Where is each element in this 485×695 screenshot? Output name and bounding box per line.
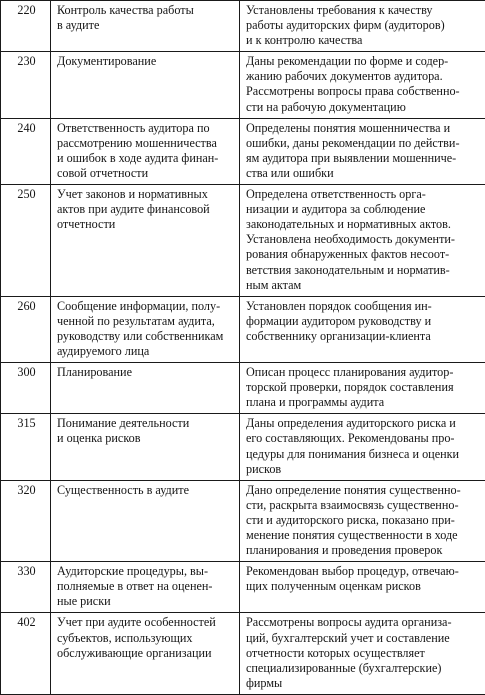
standard-description-line: его составляющих. Рекомендованы про- (246, 431, 481, 446)
standard-title (51, 52, 240, 118)
standard-code: 240 (1, 118, 51, 184)
standard-description-line: щих полученным оценкам рисков (246, 579, 481, 594)
standard-title-line: и оценка рисков (57, 431, 235, 446)
standard-code: 320 (1, 480, 51, 561)
standard-title-line: ные риски (57, 594, 235, 609)
table-row (1, 118, 485, 184)
standard-description-line: Установлена необходимость документи- (246, 232, 481, 247)
standard-description-line: сти, раскрыта взаимосвязь существенно- (246, 498, 481, 513)
standard-description (240, 414, 485, 480)
standard-description-line: отчетности которых осуществляет (246, 646, 481, 661)
table-row (1, 414, 485, 480)
standard-description (240, 52, 485, 118)
standard-description-line: Рассмотрены вопросы права собственно- (246, 84, 481, 99)
standard-description-line: формации аудитором руководству и (246, 314, 481, 329)
standard-description-line: ства или ошибки (246, 166, 481, 181)
standard-description (240, 562, 485, 613)
standard-description-line: сти на рабочую документацию (246, 100, 481, 115)
standard-description-line: ветствия законодательным и норматив- (246, 263, 481, 278)
table-row (1, 185, 485, 297)
table-row (1, 363, 485, 414)
standard-description-line: Определена ответственность орга- (246, 187, 481, 202)
standard-description-line: планирования и проведения проверок (246, 543, 481, 558)
standard-title-line: Ответственность аудитора по (57, 121, 235, 136)
standard-title-line: субъектов, использующих (57, 631, 235, 646)
standard-description-line: фирмы (246, 676, 481, 691)
table-row (1, 480, 485, 561)
standard-description-line: сти и аудиторского риска, показано при- (246, 513, 481, 528)
standard-description-line: Установлен порядок сообщения ин- (246, 299, 481, 314)
standard-description-line: менение понятия существенности в ходе (246, 528, 481, 543)
standard-title-line: полняемые в ответ на оценен- (57, 579, 235, 594)
standard-description-line: Определены понятия мошенничества и (246, 121, 481, 136)
standard-title-line: обслуживающие организации (57, 646, 235, 661)
standard-title-line: Понимание деятельности (57, 416, 235, 431)
standard-code: 315 (1, 414, 51, 480)
standard-description-line: рисков (246, 462, 481, 477)
table-row (1, 296, 485, 362)
standard-title (51, 363, 240, 414)
standard-title (51, 296, 240, 362)
standard-description (240, 185, 485, 297)
standard-description (240, 480, 485, 561)
standard-title-line: ченной по результатам аудита, (57, 314, 235, 329)
standard-description-line: Описан процесс планирования аудитор- (246, 365, 481, 380)
standard-title-line: Учет при аудите особенностей (57, 615, 235, 630)
standard-code: 220 (1, 1, 51, 52)
standard-title-line: актов при аудите финансовой (57, 202, 235, 217)
standard-code: 330 (1, 562, 51, 613)
standard-code: 402 (1, 613, 51, 694)
standard-description-line: Рекомендован выбор процедур, отвечаю- (246, 564, 481, 579)
standard-title-line: Учет законов и нормативных (57, 187, 235, 202)
standard-description-line: Даны рекомендации по форме и содер- (246, 54, 481, 69)
table-row (1, 613, 485, 694)
standard-title-line: Существенность в аудите (57, 483, 235, 498)
standard-title-line: Сообщение информации, полу- (57, 299, 235, 314)
standard-description-line: ям аудитора при выявлении мошенниче- (246, 151, 481, 166)
standard-title-line: руководству или собственникам (57, 329, 235, 344)
standard-description-line: жанию рабочих документов аудитора. (246, 69, 481, 84)
standard-title (51, 1, 240, 52)
standard-title (51, 562, 240, 613)
standard-title-line: отчетности (57, 217, 235, 232)
standard-title (51, 185, 240, 297)
standard-title (51, 414, 240, 480)
standard-description-line: ным актам (246, 278, 481, 293)
table-row (1, 562, 485, 613)
table-row (1, 52, 485, 118)
standard-title-line: в аудите (57, 18, 235, 33)
standard-title (51, 118, 240, 184)
standard-title-line: Контроль качества работы (57, 3, 235, 18)
standard-description-line: рования обнаруженных фактов несоот- (246, 247, 481, 262)
standard-description-line: плана и программы аудита (246, 395, 481, 410)
standard-title-line: Аудиторские процедуры, вы- (57, 564, 235, 579)
standard-description (240, 363, 485, 414)
standards-table-body (1, 1, 485, 695)
standard-description-line: работы аудиторских фирм (аудиторов) (246, 18, 481, 33)
standard-description-line: законодательных и нормативных актов. (246, 217, 481, 232)
standard-description-line: собственнику организации-клиента (246, 329, 481, 344)
standard-title-line: рассмотрению мошенничества (57, 136, 235, 151)
standard-code: 250 (1, 185, 51, 297)
standard-description-line: торской проверки, порядок составления (246, 380, 481, 395)
standard-code: 230 (1, 52, 51, 118)
standard-title-line: совой отчетности (57, 166, 235, 181)
standard-description-line: Установлены требования к качеству (246, 3, 481, 18)
standard-description-line: специализированные (бухгалтерские) (246, 661, 481, 676)
standard-description (240, 613, 485, 694)
standard-description-line: Дано определение понятия существенно- (246, 483, 481, 498)
standard-description (240, 296, 485, 362)
standard-title-line: и ошибок в ходе аудита финан- (57, 151, 235, 166)
standard-code: 260 (1, 296, 51, 362)
standard-code: 300 (1, 363, 51, 414)
standard-description (240, 118, 485, 184)
standard-description (240, 1, 485, 52)
standard-title-line: Планирование (57, 365, 235, 380)
table-row (1, 1, 485, 52)
standard-description-line: цедуры для понимания бизнеса и оценки (246, 447, 481, 462)
standard-description-line: ошибки, даны рекомендации по действи- (246, 136, 481, 151)
standard-description-line: Даны определения аудиторского риска и (246, 416, 481, 431)
standard-description-line: ций, бухгалтерский учет и составление (246, 631, 481, 646)
standard-title (51, 480, 240, 561)
standard-description-line: Рассмотрены вопросы аудита организа- (246, 615, 481, 630)
standard-title-line: аудируемого лица (57, 344, 235, 359)
standard-description-line: низации и аудитора за соблюдение (246, 202, 481, 217)
standard-description-line: и к контролю качества (246, 33, 481, 48)
standard-title-line: Документирование (57, 54, 235, 69)
standard-title (51, 613, 240, 694)
